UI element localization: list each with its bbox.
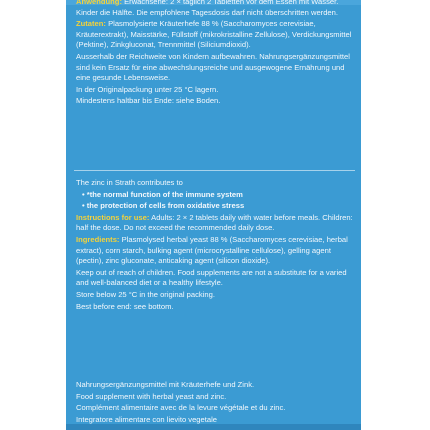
english-ingredients-text: Plasmolysed herbal yeast 88 % (Saccharomyces cerevisiae, herbal extract), corn starch, bulking agent (microcrystalline cellulose), gelling agent (pectin), zinc gluconate, anticaking agent (silicon dioxide). (76, 234, 348, 266)
english-ingredients-label: Ingredients: (76, 234, 120, 244)
multilingual-section (76, 380, 353, 426)
english-warning: Keep out of reach of children. Food supplements are not a substitute for a varied and well-balanced diet or a healthy lifestyle. (76, 267, 347, 288)
german-section (76, 0, 353, 108)
english-claim-cells: • the protection of cells from oxidative stress (82, 201, 245, 211)
german-warning: Ausserhalb der Reichweite von Kindern aufbewahren. Nahrungsergänzungsmittel sind kein Ersatz für eine abwechslungsreiche und ausgewogene Ernährung und eine gesunde Lebensweise. (76, 51, 350, 83)
multilingual-de: Nahrungsergänzungsmittel mit Kräuterhefe und Zink. (76, 380, 255, 389)
german-dosage-label: Anwendung: (76, 0, 122, 6)
english-section (76, 178, 353, 313)
english-claim-immune: • *the normal function of the immune system (82, 189, 243, 199)
multilingual-fr: Complément alimentaire avec de la levure végétale et du zinc. (76, 403, 286, 413)
english-dosage-text: Adults: 2 × 2 tablets daily with water before meals. Children: half the dose. Do not exceed the recommended daily dose. (76, 212, 353, 233)
english-dosage-label: Instructions for use: (76, 212, 150, 222)
german-ingredients-text: Plasmolysierte Kräuterhefe 88 % (Saccharomyces cerevisiae, Kräuterextrakt), Maisstärke, Füllstoff (mikrokristalline Zellulose), Verdickungsmittel (Pektine), Zinkgluconat, Trennmittel (Siliciumdioxid). (76, 19, 352, 50)
bottom-strip (66, 424, 361, 430)
package-label-panel (66, 0, 361, 430)
background-right (361, 0, 430, 430)
german-storage: In der Originalpackung unter 25 °C lagern. (76, 84, 219, 94)
german-ingredients (76, 19, 353, 51)
german-ingredients-label: Zutaten: (76, 19, 106, 29)
english-storage: Store below 25 °C in the original packing. (76, 289, 215, 299)
german-best-before: Mindestens haltbar bis Ende: siehe Boden. (76, 96, 221, 106)
english-best-before: Best before end: see bottom. (76, 301, 174, 311)
multilingual-it: Integratore alimentare con lievito vegetale (76, 414, 217, 424)
english-intro: The zinc in Strath contributes to (76, 178, 183, 187)
german-dosage (76, 0, 353, 18)
english-ingredients (76, 235, 353, 267)
background-left (0, 0, 66, 430)
multilingual-en: Food supplement with herbal yeast and zinc. (76, 391, 227, 401)
section-divider (74, 170, 355, 171)
german-dosage-text: Erwachsene: 2 × täglich 2 Tabletten vor dem Essen mit Wasser. Kinder die Hälfte. Die empfohlene Tagesdosis darf nicht überschritten werden. (76, 0, 339, 17)
english-dosage (76, 213, 353, 234)
